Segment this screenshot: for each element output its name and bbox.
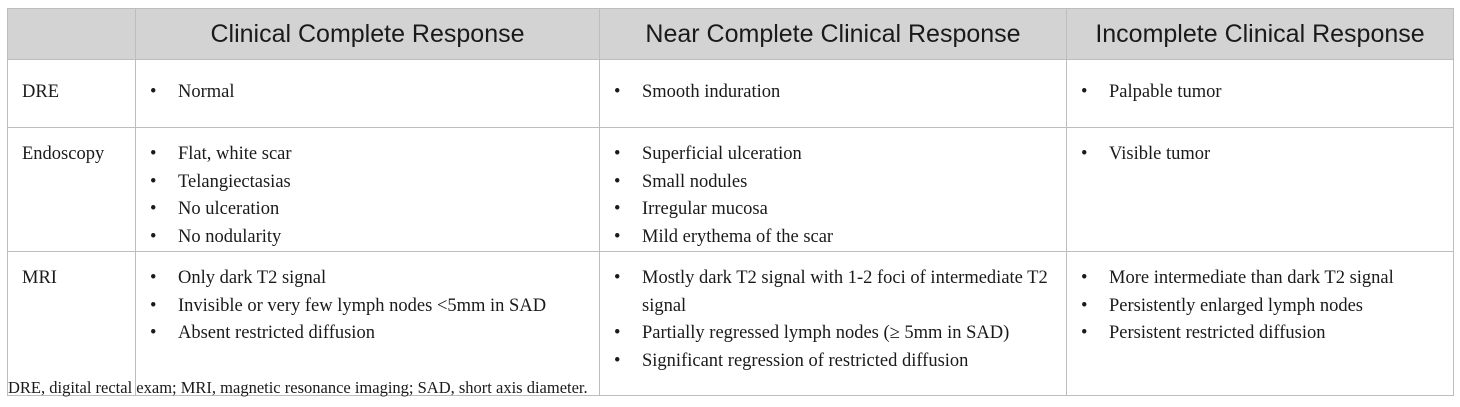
list-item (136, 169, 599, 197)
list-item (600, 348, 1066, 376)
bullet-icon: • (614, 82, 621, 102)
bullet-icon: • (614, 171, 621, 192)
list-item-text: Irregular mucosa (642, 199, 768, 219)
row-label-mri: MRI (8, 252, 136, 396)
bullet-icon: • (1081, 323, 1088, 343)
list-item (1067, 79, 1453, 107)
bullet-icon: • (150, 199, 157, 219)
bullet-list (600, 265, 1066, 375)
list-item-text: Palpable tumor (1109, 82, 1222, 102)
clinical-response-table (7, 8, 1454, 396)
cell-mri-complete (136, 252, 600, 396)
list-item-text: More intermediate than dark T2 signal (1109, 268, 1394, 288)
row-label-endoscopy: Endoscopy (8, 128, 136, 252)
list-item-text: Superficial ulceration (642, 144, 802, 164)
table-row-mri (8, 252, 1454, 396)
list-item-text: Small nodules (642, 171, 748, 192)
bullet-list (1067, 141, 1453, 169)
bullet-icon: • (150, 144, 157, 164)
bullet-icon: • (614, 226, 621, 247)
list-item (136, 265, 599, 293)
bullet-list (136, 265, 599, 348)
list-item-text: Partially regressed lymph nodes (≥ 5mm in SAD) (642, 323, 1010, 343)
cell-dre-near-complete (600, 60, 1067, 128)
bullet-icon: • (614, 268, 621, 288)
bullet-icon: • (150, 82, 157, 102)
bullet-icon: • (1081, 82, 1088, 102)
bullet-icon: • (1081, 295, 1088, 316)
list-item (1067, 141, 1453, 169)
bullet-icon: • (614, 323, 621, 343)
bullet-list (600, 141, 1066, 251)
bullet-icon: • (150, 226, 157, 247)
list-item (1067, 293, 1453, 321)
bullet-icon: • (150, 171, 157, 192)
table-footnote: DRE, digital rectal exam; MRI, magnetic resonance imaging; SAD, short axis diameter. (8, 378, 588, 397)
list-item-text: Absent restricted diffusion (178, 323, 375, 343)
list-item (600, 320, 1066, 348)
list-item (600, 224, 1066, 252)
cell-dre-complete (136, 60, 600, 128)
list-item (136, 293, 599, 321)
list-item-text: No nodularity (178, 226, 282, 247)
bullet-icon: • (1081, 268, 1088, 288)
list-item (600, 196, 1066, 224)
cell-endoscopy-near-complete (600, 128, 1067, 252)
bullet-icon: • (614, 144, 621, 164)
bullet-list (1067, 265, 1453, 348)
list-item (600, 265, 1066, 320)
list-item-text: Normal (178, 82, 235, 102)
response-table-container (7, 8, 1453, 396)
list-item (600, 169, 1066, 197)
list-item-text: Significant regression of restricted diffusion (642, 350, 969, 371)
header-corner-cell (8, 9, 136, 60)
bullet-list (136, 141, 599, 251)
list-item-text: Mostly dark T2 signal with 1-2 foci of intermediate T2 signal (642, 268, 1048, 316)
list-item (1067, 320, 1453, 348)
list-item-text: No ulceration (178, 199, 280, 219)
header-near-complete-clinical-response: Near Complete Clinical Response (600, 9, 1067, 60)
bullet-icon: • (1081, 144, 1088, 164)
list-item-text: Persistently enlarged lymph nodes (1109, 295, 1363, 316)
list-item-text: Telangiectasias (178, 171, 291, 192)
header-incomplete-clinical-response: Incomplete Clinical Response (1067, 9, 1454, 60)
list-item (136, 196, 599, 224)
list-item (600, 79, 1066, 107)
list-item-text: Visible tumor (1109, 144, 1211, 164)
bullet-icon: • (150, 268, 157, 288)
bullet-icon: • (150, 295, 157, 316)
bullet-icon: • (614, 350, 621, 371)
cell-mri-incomplete (1067, 252, 1454, 396)
list-item-text: Smooth induration (642, 82, 781, 102)
bullet-icon: • (150, 323, 157, 343)
list-item-text: Only dark T2 signal (178, 268, 327, 288)
cell-endoscopy-incomplete (1067, 128, 1454, 252)
bullet-list (600, 79, 1066, 107)
list-item-text: Invisible or very few lymph nodes <5mm in SAD (178, 295, 547, 316)
list-item-text: Mild erythema of the scar (642, 226, 834, 247)
bullet-icon: • (614, 199, 621, 219)
bullet-list (1067, 79, 1453, 107)
list-item (136, 79, 599, 107)
list-item (136, 320, 599, 348)
cell-dre-incomplete (1067, 60, 1454, 128)
list-item (136, 141, 599, 169)
bullet-list (136, 79, 599, 107)
table-row-dre (8, 60, 1454, 128)
row-label-dre: DRE (8, 60, 136, 128)
header-row (8, 9, 1454, 60)
table-row-endoscopy (8, 128, 1454, 252)
list-item (1067, 265, 1453, 293)
cell-endoscopy-complete (136, 128, 600, 252)
header-clinical-complete-response: Clinical Complete Response (136, 9, 600, 60)
list-item (600, 141, 1066, 169)
list-item (136, 224, 599, 252)
list-item-text: Persistent restricted diffusion (1109, 323, 1326, 343)
cell-mri-near-complete (600, 252, 1067, 396)
list-item-text: Flat, white scar (178, 144, 292, 164)
